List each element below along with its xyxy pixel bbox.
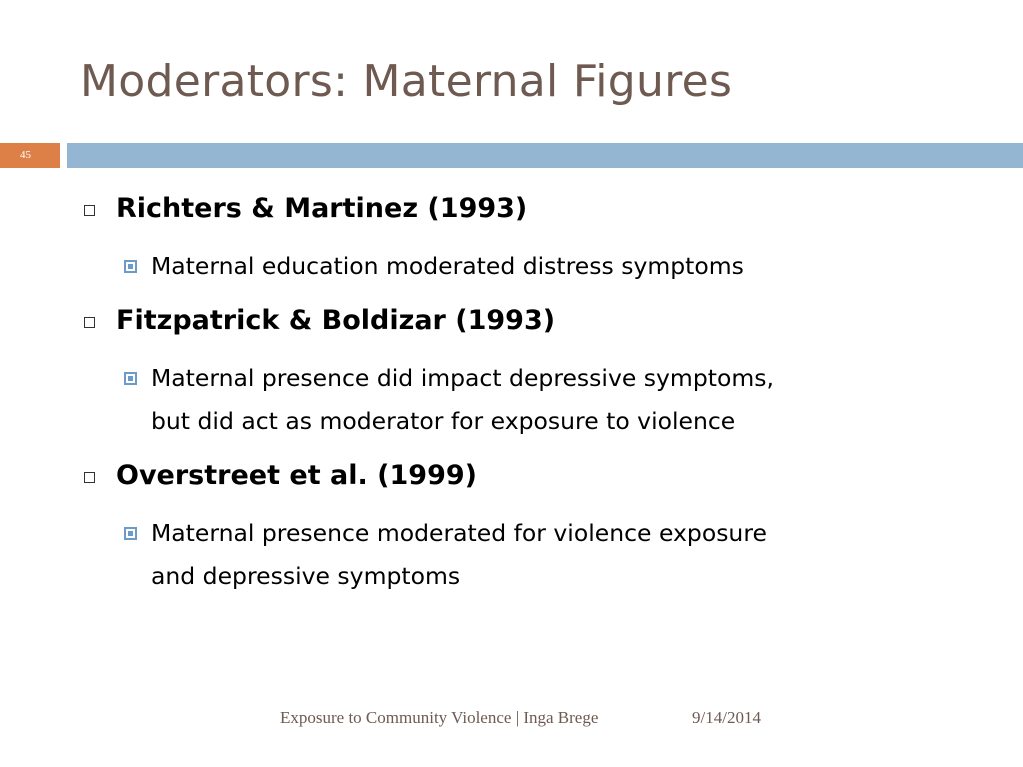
square-bullet-icon — [84, 317, 95, 328]
list-item-detail: Maternal education moderated distress symptoms — [151, 252, 744, 280]
list-item-heading: Fitzpatrick & Boldizar (1993) — [116, 305, 556, 336]
list-item-heading: Overstreet et al. (1999) — [116, 460, 477, 491]
square-bullet-icon — [84, 205, 95, 216]
list-item-heading: Richters & Martinez (1993) — [116, 193, 528, 224]
square-bullet-icon — [84, 472, 95, 483]
footer-date: 9/14/2014 — [692, 708, 761, 727]
square-bullet-icon — [124, 260, 137, 273]
slide-number-box — [0, 143, 60, 168]
list-item-detail-line-2: and depressive symptoms — [151, 562, 461, 590]
slide-title: Moderators: Maternal Figures — [80, 56, 733, 107]
slide-number: 45 — [20, 149, 31, 161]
list-item-detail-line-1: Maternal presence moderated for violence exposure — [151, 519, 767, 547]
square-bullet-icon — [124, 527, 137, 540]
list-item-detail-line-1: Maternal presence did impact depressive symptoms, — [151, 364, 774, 392]
header-bar — [67, 143, 1023, 168]
square-bullet-icon — [124, 372, 137, 385]
list-item-detail-line-2: but did act as moderator for exposure to violence — [151, 407, 736, 435]
footer-text: Exposure to Community Violence | Inga Brege — [280, 708, 599, 727]
